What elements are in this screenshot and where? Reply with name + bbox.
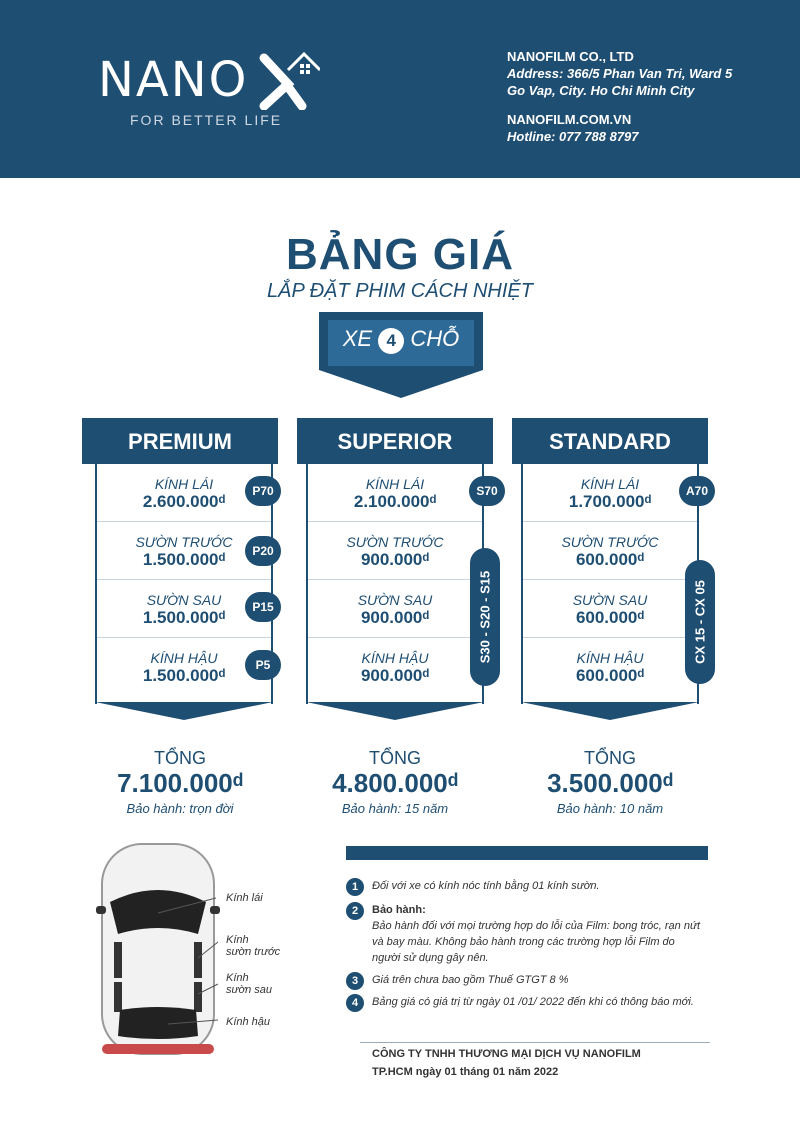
warranty: Bảo hành: trọn đời — [126, 801, 234, 816]
standard-box — [521, 464, 699, 704]
car-label-suon-sau — [226, 972, 272, 996]
car-label-line: sườn trước — [226, 946, 281, 958]
note-number: 2 — [346, 902, 364, 920]
row-price: 2.600.000ᵈ — [142, 492, 226, 511]
row-label: SƯỜN TRƯỚC — [135, 534, 233, 550]
superior-side-tag — [470, 548, 500, 686]
tag-p20: P20 — [245, 536, 281, 566]
row-price: 1.500.000ᵈ — [142, 608, 226, 627]
premium-header: PREMIUM — [82, 418, 278, 464]
address-line-2: Go Vap, City. Ho Chi Minh City — [507, 83, 695, 98]
row-price: 900.000ᵈ — [360, 608, 430, 627]
superior-row-kinh-hau — [308, 638, 482, 696]
row-price: 600.000ᵈ — [575, 550, 645, 569]
row-price: 1.500.000ᵈ — [142, 550, 226, 569]
total-value: 3.500.000ᵈ — [547, 768, 673, 798]
superior-row-kinh-lai — [308, 464, 482, 522]
note-4 — [346, 994, 706, 1010]
total-label: TỔNG — [584, 748, 636, 768]
website-link[interactable]: NANOFILM.COM.VN — [507, 112, 632, 127]
notes-header-bar — [346, 846, 708, 860]
row-label: SƯỜN SAU — [572, 592, 648, 608]
warranty: Bảo hành: 10 năm — [556, 801, 664, 816]
hotline: Hotline: 077 788 8797 — [507, 129, 639, 144]
logo-x-house-icon — [258, 50, 320, 110]
row-label: SƯỜN TRƯỚC — [561, 534, 659, 550]
total-label: TỔNG — [369, 748, 421, 768]
page-title: BẢNG GIÁ — [286, 230, 514, 279]
premium-total — [82, 748, 278, 816]
row-price: 600.000ᵈ — [575, 666, 645, 685]
total-value: 4.800.000ᵈ — [332, 768, 458, 798]
note-heading: Bảo hành: — [372, 904, 426, 916]
row-label: KÍNH HẬU — [150, 650, 218, 666]
row-price: 600.000ᵈ — [575, 608, 645, 627]
side-tag-text: CX 15 - CX 05 — [692, 580, 708, 664]
total-label: TỔNG — [154, 748, 206, 768]
car-label-line: Kính — [226, 934, 249, 946]
superior-box — [306, 464, 484, 704]
standard-box-bottom — [521, 702, 699, 722]
tag-a70: A70 — [679, 476, 715, 506]
car-label-line: Kính — [226, 972, 249, 984]
note-1 — [346, 878, 706, 894]
badge-left: XE — [342, 326, 373, 351]
logo-text: NANO — [98, 52, 249, 108]
superior-row-suon-truoc — [308, 522, 482, 580]
page-subtitle: LẮP ĐẶT PHIM CÁCH NHIỆT — [267, 280, 533, 302]
row-label: SƯỜN TRƯỚC — [346, 534, 444, 550]
row-price: 1.500.000ᵈ — [142, 666, 226, 685]
standard-total — [512, 748, 708, 816]
car-label-kinh-hau: Kính hậu — [226, 1016, 271, 1028]
tag-p70: P70 — [245, 476, 281, 506]
standard-side-tag — [685, 560, 715, 684]
note-number: 3 — [346, 972, 364, 990]
standard-header: STANDARD — [512, 418, 708, 464]
side-tag-text: S30 - S20 - S15 — [477, 570, 493, 664]
company-name: NANOFILM CO., LTD — [507, 49, 634, 64]
tagline: FOR BETTER LIFE — [130, 112, 283, 128]
row-price: 900.000ᵈ — [360, 666, 430, 685]
row-price: 900.000ᵈ — [360, 550, 430, 569]
company-info — [507, 48, 732, 145]
badge-right: CHỖ — [410, 326, 460, 351]
superior-row-suon-sau — [308, 580, 482, 638]
note-text: Bảo hành đối với mọi trường hợp do lỗi của Film: bong tróc, rạn nứt và bay màu. Không bảo hành trong các trường hợp lỗi Film do người sử dụng gây nên. — [372, 920, 700, 964]
car-label-suon-truoc — [226, 934, 280, 958]
superior-total — [297, 748, 493, 816]
tag-p15: P15 — [245, 592, 281, 622]
signature-company: CÔNG TY TNHH THƯƠNG MẠI DỊCH VỤ NANOFILM — [372, 1048, 641, 1060]
badge-number: 4 — [378, 328, 404, 354]
row-label: KÍNH LÁI — [365, 476, 425, 492]
row-label: SƯỜN SAU — [357, 592, 433, 608]
standard-row-kinh-lai — [523, 464, 697, 522]
total-value: 7.100.000ᵈ — [117, 768, 243, 798]
standard-row-suon-truoc — [523, 522, 697, 580]
signature-date: TP.HCM ngày 01 tháng 01 năm 2022 — [372, 1066, 559, 1078]
standard-row-suon-sau — [523, 580, 697, 638]
premium-box-bottom — [95, 702, 273, 722]
tag-p5: P5 — [245, 650, 281, 680]
signature-divider — [360, 1042, 710, 1043]
row-label: KÍNH LÁI — [154, 476, 214, 492]
car-label-kinh-lai: Kính lái — [226, 892, 263, 904]
warranty: Bảo hành: 15 năm — [341, 801, 449, 816]
note-number: 1 — [346, 878, 364, 896]
note-number: 4 — [346, 994, 364, 1012]
row-price: 1.700.000ᵈ — [568, 492, 652, 511]
note-text: Đối với xe có kính nóc tính bằng 01 kính sườn. — [372, 880, 600, 892]
row-price: 2.100.000ᵈ — [353, 492, 437, 511]
row-label: KÍNH LÁI — [580, 476, 640, 492]
note-text: Giá trên chưa bao gồm Thuế GTGT 8 % — [372, 974, 569, 986]
standard-row-kinh-hau — [523, 638, 697, 696]
note-text: Bảng giá có giá trị từ ngày 01 /01/ 2022 đến khi có thông báo mới. — [372, 996, 694, 1008]
badge-text — [319, 326, 483, 354]
header-banner — [0, 0, 800, 178]
note-2 — [346, 902, 706, 966]
note-3 — [346, 972, 706, 988]
row-label: KÍNH HẬU — [361, 650, 429, 666]
car-label-line: sườn sau — [226, 984, 273, 996]
superior-box-bottom — [306, 702, 484, 722]
row-label: KÍNH HẬU — [576, 650, 644, 666]
address-line-1: Address: 366/5 Phan Van Tri, Ward 5 — [507, 66, 733, 81]
superior-header: SUPERIOR — [297, 418, 493, 464]
row-label: SƯỜN SAU — [146, 592, 222, 608]
tag-s70: S70 — [469, 476, 505, 506]
car-top-view-diagram — [88, 838, 228, 1060]
